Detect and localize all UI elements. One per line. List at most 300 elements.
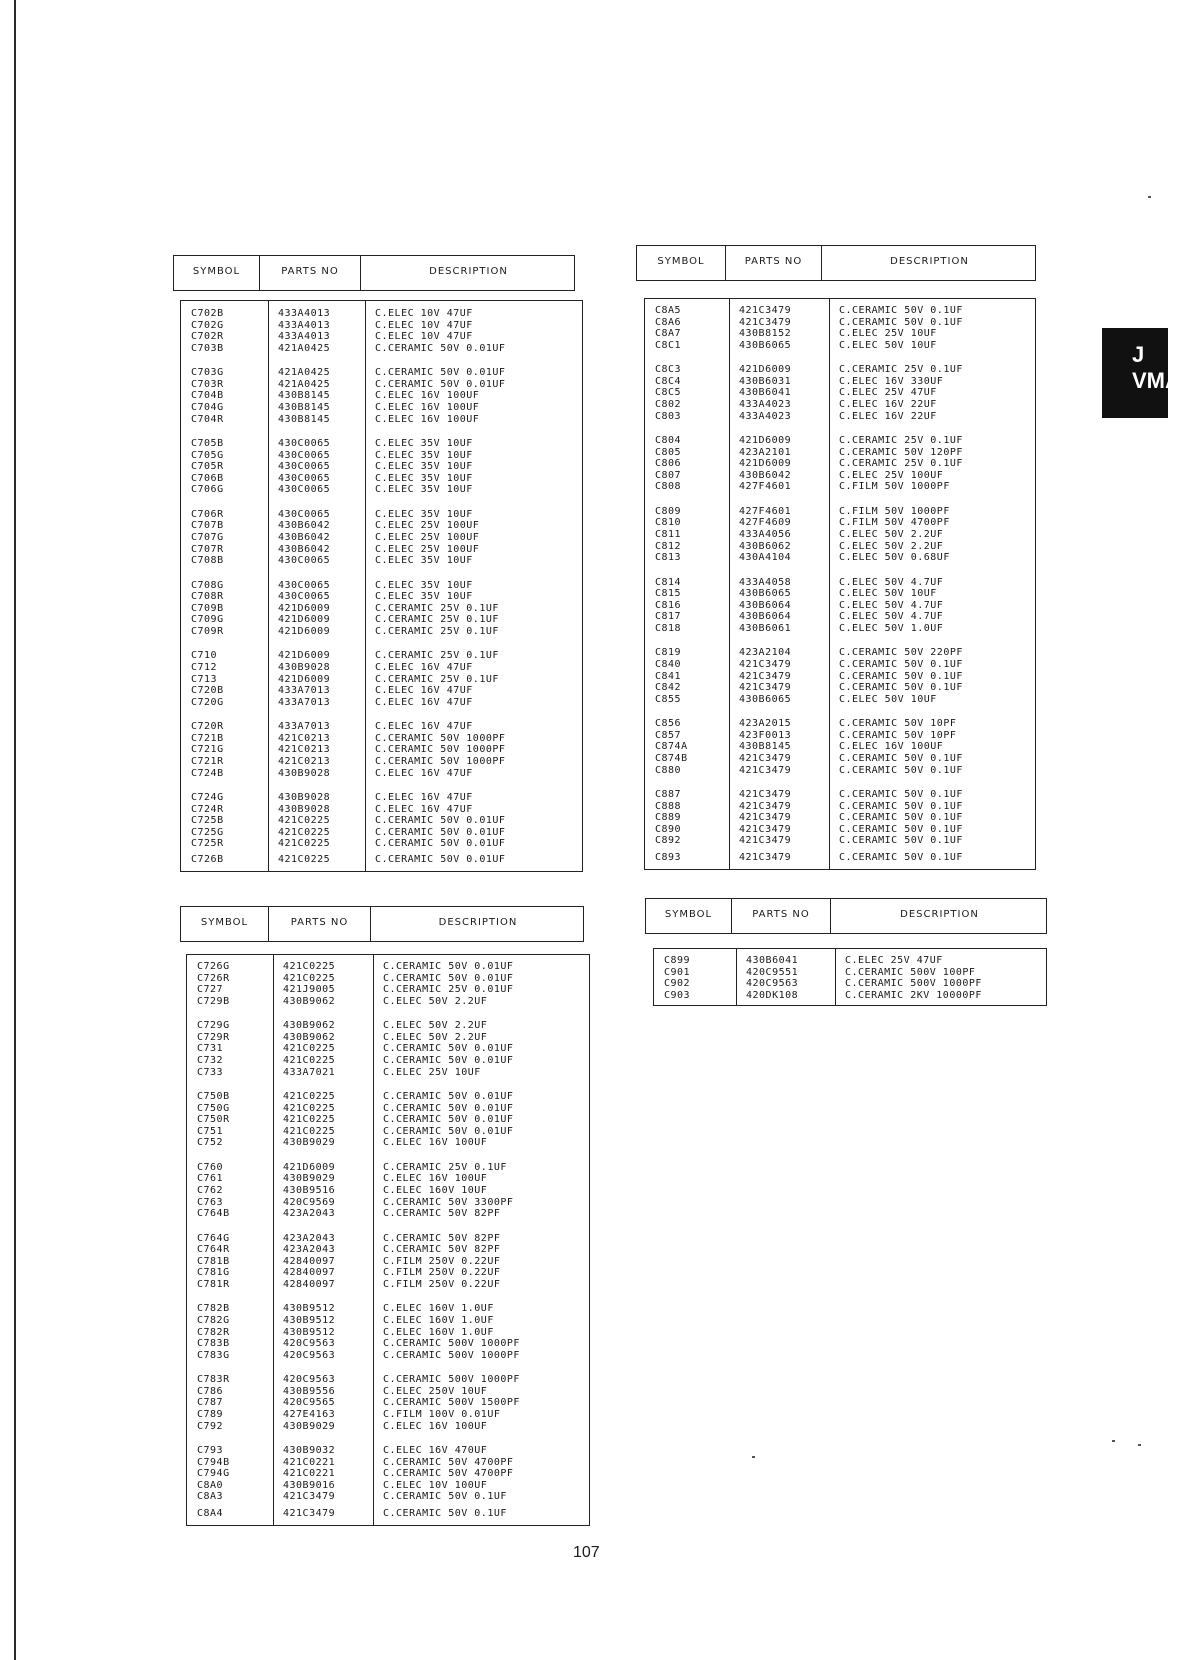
- parts-no-cell: 430B6062: [739, 540, 792, 552]
- row-group: [187, 1233, 589, 1291]
- parts-no-cell: 421C0213: [278, 755, 331, 767]
- table-row: [645, 852, 1035, 864]
- parts-no-cell: 430B9512: [283, 1303, 336, 1315]
- parts-no-cell: 430B6064: [739, 599, 792, 611]
- parts-no-cell: 421C0225: [283, 961, 336, 972]
- table-row: [187, 1244, 589, 1256]
- row-group: [645, 577, 1035, 635]
- table-row: [645, 812, 1035, 824]
- row-group: [187, 1508, 589, 1520]
- table-row: [181, 343, 582, 355]
- symbol-cell: C783G: [197, 1349, 230, 1361]
- symbol-cell: C811: [655, 528, 682, 540]
- symbol-cell: C789: [197, 1408, 224, 1420]
- table-row: [181, 614, 582, 626]
- symbol-cell: C702B: [191, 308, 224, 319]
- parts-no-cell: 433A7021: [283, 1066, 336, 1078]
- symbol-cell: C818: [655, 622, 682, 634]
- symbol-cell: C721R: [191, 755, 224, 767]
- parts-no-cell: 433A4013: [278, 319, 331, 331]
- table-row: [187, 1055, 589, 1067]
- table-row: [645, 682, 1035, 694]
- parts-no-cell: 421C3479: [739, 764, 792, 776]
- symbol-cell: C8A0: [197, 1479, 224, 1491]
- parts-no-cell: 430B8145: [278, 401, 331, 413]
- row-group: [187, 1162, 589, 1220]
- description-cell: C.CERAMIC 50V 0.01UF: [383, 972, 514, 984]
- parts-no-cell: 433A4058: [739, 576, 792, 588]
- symbol-cell: C803: [655, 410, 682, 422]
- symbol-cell: C888: [655, 800, 682, 812]
- description-cell: C.FILM 50V 1000PF: [839, 505, 950, 517]
- parts-no-cell: 421C3479: [739, 852, 792, 864]
- parts-no-cell: 430B6064: [739, 611, 792, 623]
- row-group: [187, 1374, 589, 1432]
- parts-no-cell: 421C3479: [739, 658, 792, 670]
- table-row: [181, 414, 582, 426]
- symbol-cell: C705G: [191, 449, 224, 461]
- table-row: [187, 1279, 589, 1291]
- symbol-cell: C812: [655, 540, 682, 552]
- parts-no-cell: 421D6009: [278, 625, 331, 637]
- header-parts-no: PARTS NO: [259, 256, 360, 290]
- description-cell: C.ELEC 25V 100UF: [839, 469, 944, 481]
- table-row: [645, 801, 1035, 813]
- table-row: [187, 1445, 589, 1457]
- table-row: [187, 1327, 589, 1339]
- table-row: [645, 447, 1035, 459]
- table-row: [645, 765, 1035, 777]
- table-row: [645, 529, 1035, 541]
- table-row: [645, 458, 1035, 470]
- symbol-cell: C8A4: [197, 1508, 224, 1520]
- parts-no-cell: 427F4601: [739, 481, 792, 493]
- symbol-cell: C807: [655, 469, 682, 481]
- description-cell: C.FILM 100V 0.01UF: [383, 1408, 501, 1420]
- symbol-cell: C889: [655, 812, 682, 824]
- table-row: [187, 1233, 589, 1245]
- description-cell: C.CERAMIC 500V 1000PF: [845, 978, 982, 990]
- description-cell: C.CERAMIC 50V 82PF: [383, 1208, 501, 1220]
- description-cell: C.CERAMIC 50V 0.01UF: [375, 342, 506, 354]
- symbol-cell: C782B: [197, 1303, 230, 1315]
- table-row: [645, 659, 1035, 671]
- scan-speck: [752, 1456, 755, 1458]
- parts-no-cell: 423A2015: [739, 718, 792, 730]
- symbol-cell: C726G: [197, 961, 230, 972]
- description-cell: C.CERAMIC 50V 0.1UF: [839, 658, 963, 670]
- parts-no-cell: 430B9028: [278, 803, 331, 815]
- table-row: [645, 435, 1035, 447]
- description-cell: C.ELEC 16V 330UF: [839, 375, 944, 387]
- description-cell: C.ELEC 50V 10UF: [839, 588, 937, 600]
- table-row: [645, 552, 1035, 564]
- symbol-cell: C794G: [197, 1468, 230, 1480]
- parts-no-cell: 433A4023: [739, 398, 792, 410]
- parts-no-cell: 421C3479: [283, 1491, 336, 1503]
- parts-no-cell: 421C0225: [278, 815, 331, 827]
- header-description: DESCRIPTION: [360, 256, 576, 290]
- symbol-cell: C8A5: [655, 305, 682, 316]
- description-cell: C.ELEC 50V 2.2UF: [383, 1031, 488, 1043]
- description-cell: C.CERAMIC 50V 0.01UF: [375, 815, 506, 827]
- parts-no-cell: 430A4104: [739, 552, 792, 564]
- symbol-cell: C899: [664, 955, 691, 966]
- parts-no-cell: 421C0225: [283, 972, 336, 984]
- parts-no-cell: 430C0065: [278, 555, 331, 567]
- description-cell: C.ELEC 50V 2.2UF: [839, 540, 944, 552]
- table-row: [187, 1208, 589, 1220]
- description-cell: C.ELEC 35V 10UF: [375, 591, 473, 603]
- table-row: [654, 978, 1046, 990]
- table-row: [181, 484, 582, 496]
- table-row: [645, 718, 1035, 730]
- description-cell: C.CERAMIC 500V 1000PF: [383, 1374, 520, 1386]
- row-group: [181, 650, 582, 708]
- symbol-cell: C8C5: [655, 387, 682, 399]
- table-row: [645, 741, 1035, 753]
- table-row: [181, 650, 582, 662]
- parts-no-cell: 433A7013: [278, 685, 331, 697]
- table-row: [654, 955, 1046, 967]
- table-row: [645, 399, 1035, 411]
- description-cell: C.CERAMIC 50V 0.01UF: [383, 1091, 514, 1102]
- description-cell: C.CERAMIC 50V 0.01UF: [383, 1043, 514, 1055]
- row-group: [181, 509, 582, 567]
- description-cell: C.ELEC 16V 47UF: [375, 792, 473, 803]
- table-row: [187, 996, 589, 1008]
- parts-no-cell: 421D6009: [278, 602, 331, 614]
- symbol-cell: C703G: [191, 367, 224, 379]
- description-cell: C.CERAMIC 25V 0.1UF: [839, 435, 963, 446]
- parts-no-cell: 433A4056: [739, 528, 792, 540]
- table-row: [187, 1338, 589, 1350]
- parts-no-cell: 430B9516: [283, 1184, 336, 1196]
- description-cell: C.CERAMIC 50V 1000PF: [375, 755, 506, 767]
- parts-no-cell: 430B9029: [283, 1137, 336, 1149]
- table-row: [645, 317, 1035, 329]
- row-group: [645, 718, 1035, 776]
- description-cell: C.ELEC 10V 100UF: [383, 1479, 488, 1491]
- symbol-cell: C708B: [191, 555, 224, 567]
- symbol-cell: C783B: [197, 1338, 230, 1350]
- table-row: [187, 1457, 589, 1469]
- description-cell: C.CERAMIC 50V 3300PF: [383, 1196, 514, 1208]
- parts-no-cell: 430B9016: [283, 1479, 336, 1491]
- symbol-cell: C703R: [191, 378, 224, 390]
- symbol-cell: C702G: [191, 319, 224, 331]
- description-cell: C.ELEC 160V 1.0UF: [383, 1326, 494, 1338]
- description-cell: C.CERAMIC 50V 0.1UF: [839, 752, 963, 764]
- table-row: [181, 744, 582, 756]
- description-cell: C.CERAMIC 25V 0.1UF: [375, 650, 499, 662]
- table-row: [181, 854, 582, 866]
- table-row: [181, 721, 582, 733]
- symbol-cell: C713: [191, 673, 218, 685]
- symbol-cell: C893: [655, 852, 682, 864]
- description-cell: C.CERAMIC 50V 1000PF: [375, 732, 506, 744]
- parts-no-cell: 421C3479: [739, 800, 792, 812]
- symbol-cell: C8C4: [655, 375, 682, 387]
- description-cell: C.FILM 250V 0.22UF: [383, 1278, 501, 1290]
- parts-no-cell: 430B6042: [739, 469, 792, 481]
- description-cell: C.CERAMIC 50V 0.1UF: [839, 800, 963, 812]
- table-row: [181, 756, 582, 768]
- parts-no-cell: 421D6009: [739, 364, 792, 376]
- symbol-cell: C750R: [197, 1114, 230, 1126]
- table-row: [645, 376, 1035, 388]
- table-row: [187, 1114, 589, 1126]
- row-group: [187, 1020, 589, 1078]
- parts-no-cell: 430B9062: [283, 995, 336, 1007]
- symbol-cell: C786: [197, 1385, 224, 1397]
- description-cell: C.ELEC 35V 10UF: [375, 484, 473, 496]
- description-cell: C.ELEC 16V 47UF: [375, 661, 473, 673]
- row-group: [181, 854, 582, 866]
- parts-no-cell: 421D6009: [739, 458, 792, 470]
- description-cell: C.CERAMIC 25V 0.1UF: [375, 614, 499, 626]
- table-row: [187, 1020, 589, 1032]
- row-group: [645, 506, 1035, 564]
- parts-no-cell: 421C3479: [739, 812, 792, 824]
- parts-no-cell: 421D6009: [739, 435, 792, 446]
- description-cell: C.ELEC 50V 4.7UF: [839, 599, 944, 611]
- symbol-cell: C793: [197, 1445, 224, 1456]
- row-group: [187, 1303, 589, 1361]
- description-cell: C.ELEC 35V 10UF: [375, 438, 473, 449]
- symbol-cell: C725R: [191, 838, 224, 850]
- symbol-cell: C764G: [197, 1232, 230, 1244]
- symbol-cell: C704B: [191, 390, 224, 402]
- symbol-cell: C880: [655, 764, 682, 776]
- description-cell: C.ELEC 16V 100UF: [375, 401, 480, 413]
- description-cell: C.CERAMIC 50V 0.01UF: [383, 1054, 514, 1066]
- header-description: DESCRIPTION: [821, 246, 1037, 280]
- table-row: [645, 600, 1035, 612]
- description-cell: C.CERAMIC 50V 120PF: [839, 446, 963, 458]
- description-cell: C.ELEC 10V 47UF: [375, 308, 473, 319]
- symbol-cell: C890: [655, 823, 682, 835]
- table-row: [645, 623, 1035, 635]
- description-cell: C.CERAMIC 50V 0.1UF: [383, 1508, 507, 1520]
- parts-no-cell: 430B8152: [739, 328, 792, 340]
- parts-no-cell: 430C0065: [278, 472, 331, 484]
- symbol-cell: C750G: [197, 1102, 230, 1114]
- parts-no-cell: 421C3479: [739, 670, 792, 682]
- description-cell: C.ELEC 16V 100UF: [839, 741, 944, 753]
- description-cell: C.ELEC 50V 2.2UF: [383, 1020, 488, 1032]
- description-cell: C.CERAMIC 50V 0.1UF: [839, 670, 963, 682]
- table-row: [645, 328, 1035, 340]
- description-cell: C.ELEC 16V 47UF: [375, 803, 473, 815]
- table-row: [181, 792, 582, 804]
- row-group: [645, 435, 1035, 493]
- symbol-cell: C709R: [191, 625, 224, 637]
- table-row: [181, 838, 582, 850]
- row-group: [645, 305, 1035, 351]
- table-row: [187, 1032, 589, 1044]
- parts-no-cell: 421C3479: [739, 682, 792, 694]
- symbol-cell: C903: [664, 989, 691, 1001]
- symbol-cell: C855: [655, 693, 682, 705]
- parts-no-cell: 420C9551: [746, 966, 799, 978]
- parts-no-cell: 430B6041: [739, 387, 792, 399]
- description-cell: C.CERAMIC 50V 82PF: [383, 1244, 501, 1256]
- table-row: [645, 305, 1035, 317]
- symbol-cell: C724B: [191, 767, 224, 779]
- description-cell: C.CERAMIC 25V 0.1UF: [839, 458, 963, 470]
- table-row: [187, 1256, 589, 1268]
- scan-speck: [1138, 1444, 1141, 1446]
- symbol-cell: C706R: [191, 508, 224, 520]
- parts-no-cell: 421C3479: [739, 752, 792, 764]
- table-body: [644, 298, 1036, 870]
- symbol-cell: C874B: [655, 752, 688, 764]
- symbol-cell: C840: [655, 658, 682, 670]
- table-row: [187, 1491, 589, 1503]
- description-cell: C.CERAMIC 2KV 10000PF: [845, 989, 982, 1001]
- table-row: [187, 1315, 589, 1327]
- table-row: [654, 967, 1046, 979]
- symbol-cell: C707B: [191, 520, 224, 532]
- parts-no-cell: 421C0225: [283, 1091, 336, 1102]
- row-group: [181, 438, 582, 496]
- parts-no-cell: 430B9029: [283, 1173, 336, 1185]
- table-row: [187, 984, 589, 996]
- row-group: [181, 367, 582, 425]
- description-cell: C.CERAMIC 50V 82PF: [383, 1232, 501, 1244]
- description-cell: C.ELEC 50V 0.68UF: [839, 552, 950, 564]
- header-symbol: SYMBOL: [657, 256, 705, 267]
- parts-no-cell: 421D6009: [278, 650, 331, 662]
- parts-no-cell: 430B6065: [739, 339, 792, 351]
- description-cell: C.CERAMIC 50V 0.01UF: [375, 838, 506, 850]
- symbol-cell: C814: [655, 576, 682, 588]
- symbol-cell: C750B: [197, 1091, 230, 1102]
- symbol-cell: C806: [655, 458, 682, 470]
- table-row: [181, 367, 582, 379]
- description-cell: C.CERAMIC 50V 4700PF: [383, 1456, 514, 1468]
- symbol-cell: C8A7: [655, 328, 682, 340]
- table-row: [181, 804, 582, 816]
- description-cell: C.ELEC 16V 47UF: [375, 767, 473, 779]
- table-row: [181, 438, 582, 450]
- table-row: [645, 411, 1035, 423]
- description-cell: C.CERAMIC 50V 0.1UF: [839, 682, 963, 694]
- table-row: [181, 473, 582, 485]
- description-cell: C.CERAMIC 50V 0.1UF: [839, 812, 963, 824]
- symbol-cell: C720G: [191, 696, 224, 708]
- description-cell: C.CERAMIC 25V 0.1UF: [383, 1161, 507, 1173]
- description-cell: C.CERAMIC 50V 0.01UF: [375, 367, 506, 379]
- parts-no-cell: 423A2043: [283, 1244, 336, 1256]
- description-cell: C.CERAMIC 25V 0.01UF: [383, 984, 514, 996]
- symbol-cell: C902: [664, 978, 691, 990]
- parts-no-cell: 430B8145: [278, 413, 331, 425]
- description-cell: C.ELEC 35V 10UF: [375, 579, 473, 591]
- header-parts-no: PARTS NO: [268, 907, 370, 941]
- symbol-cell: C781G: [197, 1267, 230, 1279]
- symbol-cell: C729G: [197, 1020, 230, 1032]
- parts-no-cell: 421C0213: [278, 744, 331, 756]
- symbol-cell: C709B: [191, 602, 224, 614]
- parts-no-cell: 421C0225: [283, 1125, 336, 1137]
- description-cell: C.FILM 250V 0.22UF: [383, 1267, 501, 1279]
- table-row: [181, 626, 582, 638]
- description-cell: C.ELEC 50V 2.2UF: [383, 995, 488, 1007]
- row-group: [181, 792, 582, 850]
- symbol-cell: C733: [197, 1066, 224, 1078]
- table-row: [187, 1386, 589, 1398]
- description-cell: C.ELEC 10V 47UF: [375, 331, 473, 343]
- table-row: [181, 768, 582, 780]
- description-cell: C.CERAMIC 25V 0.1UF: [375, 602, 499, 614]
- description-cell: C.CERAMIC 25V 0.1UF: [375, 673, 499, 685]
- symbol-cell: C8C3: [655, 364, 682, 376]
- symbol-cell: C805: [655, 446, 682, 458]
- row-group: [187, 1445, 589, 1503]
- table-row: [645, 387, 1035, 399]
- side-tab-line1: J: [1132, 342, 1145, 367]
- table-header: [636, 245, 1036, 281]
- description-cell: C.ELEC 50V 10UF: [839, 339, 937, 351]
- parts-no-cell: 421A0425: [278, 342, 331, 354]
- symbol-cell: C804: [655, 435, 682, 446]
- parts-no-cell: 421A0425: [278, 378, 331, 390]
- parts-no-cell: 427F4609: [739, 517, 792, 529]
- description-cell: C.CERAMIC 50V 0.01UF: [383, 1114, 514, 1126]
- parts-no-cell: 430B6065: [739, 693, 792, 705]
- description-cell: C.ELEC 160V 1.0UF: [383, 1303, 494, 1315]
- description-cell: C.ELEC 16V 100UF: [375, 413, 480, 425]
- table-row: [181, 331, 582, 343]
- table-row: [187, 1409, 589, 1421]
- parts-no-cell: 421C3479: [739, 835, 792, 847]
- description-cell: C.CERAMIC 50V 10PF: [839, 718, 957, 730]
- parts-no-cell: 421C0225: [283, 1114, 336, 1126]
- symbol-cell: C856: [655, 718, 682, 730]
- description-cell: C.ELEC 25V 10UF: [839, 328, 937, 340]
- symbol-cell: C8C1: [655, 339, 682, 351]
- description-cell: C.CERAMIC 50V 1000PF: [375, 744, 506, 756]
- symbol-cell: C704R: [191, 413, 224, 425]
- parts-no-cell: 430B9028: [278, 767, 331, 779]
- parts-no-cell: 420C9565: [283, 1397, 336, 1409]
- symbol-cell: C782G: [197, 1314, 230, 1326]
- table-row: [187, 961, 589, 973]
- description-cell: C.CERAMIC 50V 0.1UF: [839, 316, 963, 328]
- table-row: [181, 520, 582, 532]
- parts-no-cell: 421C3479: [739, 789, 792, 800]
- symbol-cell: C810: [655, 517, 682, 529]
- table-row: [187, 1303, 589, 1315]
- table-row: [181, 733, 582, 745]
- row-group: [181, 308, 582, 354]
- description-cell: C.ELEC 16V 47UF: [375, 685, 473, 697]
- scan-speck: [1148, 196, 1151, 198]
- parts-no-cell: 430C0065: [278, 449, 331, 461]
- symbol-cell: C709G: [191, 614, 224, 626]
- page-number: 107: [573, 1544, 600, 1561]
- table-row: [181, 827, 582, 839]
- page-left-border: [14, 0, 16, 1660]
- table-row: [181, 603, 582, 615]
- table-row: [181, 674, 582, 686]
- description-cell: C.ELEC 50V 4.7UF: [839, 576, 944, 588]
- symbol-cell: C707G: [191, 531, 224, 543]
- description-cell: C.ELEC 25V 100UF: [375, 543, 480, 555]
- symbol-cell: C817: [655, 611, 682, 623]
